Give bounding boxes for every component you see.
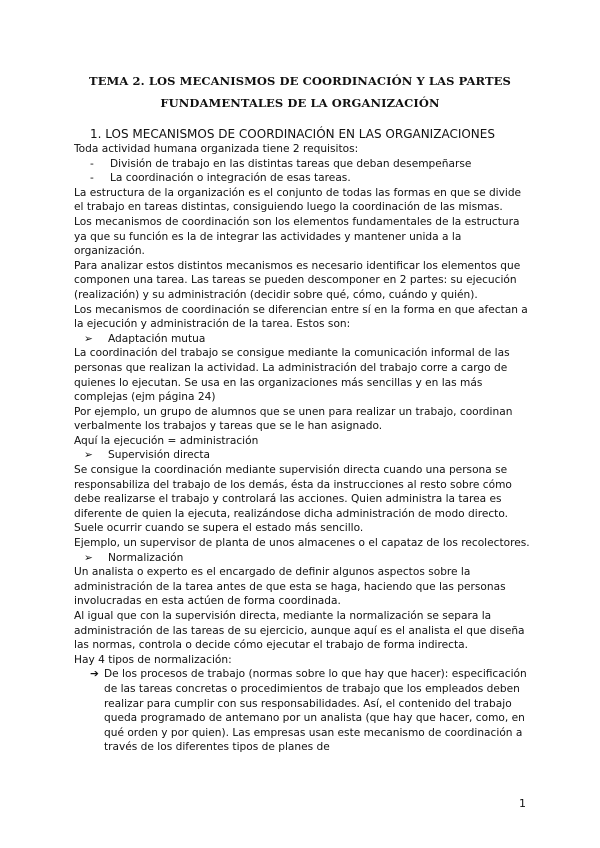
paragraph: Se consigue la coordinación mediante supervisión directa cuando una persona se responsabiliza del trabajo de los demás, ésta da instrucciones al resto sobre cómo debe realizarse el trabajo y controlará las acciones. Quien administra la tarea es diferente de quien la ejecuta, realizándose dicha administración de modo directo. Suele ocurrir cuando se supera el estado más sencillo. <box>74 464 512 535</box>
paragraph: Ejemplo, un supervisor de planta de unos almacenes o el capataz de los recolectores. <box>74 537 530 550</box>
paragraph: Para analizar estos distintos mecanismos es necesario identificar los elementos que componen una tarea. Las tareas se pueden descomponer en 2 partes: su ejecución (realización) y su administración (decidir sobre qué, cómo, cuándo y quién). <box>74 259 521 301</box>
list-item-text: La coordinación o integración de esas tareas. <box>110 172 351 185</box>
title-line-2: FUNDAMENTALES DE LA ORGANIZACIÓN <box>160 96 440 110</box>
list-item <box>74 667 530 755</box>
paragraph: Los mecanismos de coordinación son los elementos fundamentales de la estructura ya que su función es la de integrar las actividades y mantener unida a la organización. <box>74 215 520 258</box>
subheading-supervision: ➢ Supervisión directa <box>84 449 211 462</box>
arrowhead-bullet-icon: ➢ <box>84 449 93 462</box>
list-item <box>74 171 530 186</box>
page-number: 1 <box>519 797 526 810</box>
paragraph: La estructura de la organización es el conjunto de todas las formas en que se divide el trabajo en tareas distintas, consiguiendo luego la coordinación de las mismas. <box>74 186 522 214</box>
document-title <box>60 70 540 114</box>
arrowhead-bullet-icon: ➢ <box>84 551 93 564</box>
title-line-1: TEMA 2. LOS MECANISMOS DE COORDINACIÓN Y LAS PARTES <box>89 74 511 88</box>
arrow-right-icon: ➔ <box>90 668 99 681</box>
dash-bullet-icon: - <box>90 157 94 170</box>
paragraph: Al igual que con la supervisión directa, mediante la normalización se separa la administración de las tareas de su ejercicio, aunque aquí es el analista el que diseña las normas, controla o decide cómo ejecutar el trabajo de forma indirecta. <box>74 610 525 652</box>
dash-bullet-icon: - <box>90 172 94 185</box>
subheading-adaptacion: ➢ Adaptación mutua <box>84 332 206 345</box>
paragraph: Los mecanismos de coordinación se diferencian entre sí en la forma en que afectan a la ejecución y administración de la tarea. Estos son: <box>74 303 528 331</box>
document-body <box>74 126 530 755</box>
paragraph: Aquí la ejecución = administración <box>74 434 259 447</box>
list-item-text: División de trabajo en las distintas tareas que deban desempeñarse <box>110 157 472 170</box>
intro-text: Toda actividad humana organizada tiene 2 requisitos: <box>74 143 359 155</box>
paragraph: Hay 4 tipos de normalización: <box>74 653 232 666</box>
list-item <box>74 157 530 172</box>
subheading-normalizacion: ➢ Normalización <box>84 551 184 564</box>
paragraph: Un analista o experto es el encargado de definir algunos aspectos sobre la administración de la tarea antes de que esta se haga, haciendo que las personas involucradas en esta actúen de forma coordinada. <box>74 566 506 608</box>
arrowhead-bullet-icon: ➢ <box>84 332 93 345</box>
paragraph: Por ejemplo, un grupo de alumnos que se unen para realizar un trabajo, coordinan verbalmente los trabajos y tareas que se le han asignado. <box>74 405 513 433</box>
paragraph: La coordinación del trabajo se consigue mediante la comunicación informal de las personas que realizan la actividad. La administración del trabajo corre a cargo de quienes lo ejecutan. Se usa en las organizaciones más sencillas y en las más complejas (ejm página 24) <box>74 347 510 404</box>
list-item-text: De los procesos de trabajo (normas sobre lo que hay que hacer): especificación de las tareas concretas o procedimientos de trabajo que los empleados deben realizar para cumplir con sus responsabilidades. Así, el contenido del trabajo queda programado de antemano por un analista (que hay que hacer, como, en qué orden y por quien). Las empresas usan este mecanismo de coordinación a través de los diferentes tipos de planes de <box>104 668 527 754</box>
section-heading: 1. LOS MECANISMOS DE COORDINACIÓN EN LAS ORGANIZACIONES <box>90 127 495 141</box>
